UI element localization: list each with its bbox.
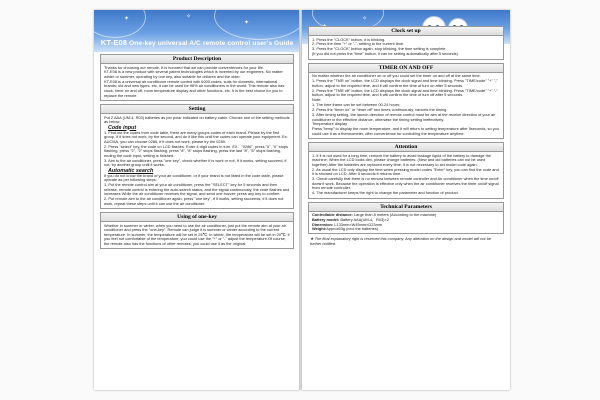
left-content bbox=[100, 54, 294, 252]
one-key-section bbox=[100, 212, 294, 249]
paragraph: 3. After timing setting, the launch direction of remote control must be aim at the receive direction of your air conditioner in the effective distance, otherwise the timing setting ineffectively. bbox=[312, 111, 496, 122]
setting-section bbox=[100, 104, 294, 209]
paragraph: 2. As usual the LCD only display the time when pressing model codes "Enter" key, you can find the code and it is showed on LCD. After 5 seconds it returns time. bbox=[312, 166, 499, 177]
paragraph: If you do not know the brand of your air conditioner, or if your brand is not listed in the code table, please operate as per following steps: bbox=[104, 172, 284, 183]
paragraph: KT-E08 is a new product with several patent technologies which is invented by our engineers. No matter winter or summer, operating by one key, also suitable for children and the older. bbox=[104, 69, 283, 79]
section-title: TIMER ON AND OFF bbox=[309, 64, 503, 73]
booklet-spread bbox=[94, 10, 510, 390]
star-icon: ✦ bbox=[124, 16, 130, 22]
tech-row-dimension: Dimension: L133mm×W45mm×D23mm bbox=[312, 221, 383, 227]
right-page bbox=[302, 10, 510, 390]
star-icon: ✧ bbox=[186, 14, 192, 20]
paragraph: 2. Press the time "+" or "-", setting to the current time. bbox=[312, 41, 405, 47]
paragraph: 1. The time frame can be set between 00-24 hours; bbox=[312, 102, 401, 108]
footnote: ★ The final explanatory right is reserved this company. Any alteration on the design and model will not be further notified. bbox=[310, 236, 492, 246]
paragraph: Whether in summer or winter, when you need to use the air conditioner, just put the remote aim at your air conditioner and press the "one-key". Remote can judge it is summer or winter according to the current temperature. In summer, the temperature will be set in 26℃. In winter, the temperature will be set in 20℃. If you feel not comfortable of the temperature, you could use the "+" or "-" adjust the temperature.Of course, the remote also has the functions of other remotes; you could use it as the original. bbox=[104, 222, 290, 247]
clock-section bbox=[308, 26, 504, 60]
timer-section bbox=[308, 63, 504, 140]
paragraph: 1. Press the "CLOCK" button, it is blinking. bbox=[312, 36, 386, 42]
paragraph: Press "temp" to display the room temperature, and it will return to setting temperature after 5seconds, so you could use it as a thermometer, offer convenience for controlling the temperature anytime. bbox=[312, 126, 500, 136]
product-section bbox=[100, 54, 294, 101]
decor-swirl bbox=[214, 10, 300, 40]
paragraph: 2. Put remote aim to the air conditioner again, press "one key", if it works, setting succeeds, if it does not work, repeat these steps until it can use the air conditioner. bbox=[104, 196, 284, 206]
star-icon: ✧ bbox=[362, 16, 368, 22]
paragraph: (If you did not press the "time" button, it can be setting automatically after 5 seconds) bbox=[312, 51, 458, 57]
section-title: Technical Parameters bbox=[309, 203, 503, 212]
paragraph: 2. Press the "TMR off" button, the LCD displays the clock signal and time blinking. Press "TIME/code" "+" "-" button, adjust to the required time, and it will confirm the time of turn off after 5 seconds. bbox=[312, 87, 498, 98]
star-icon: ✦ bbox=[244, 20, 250, 26]
paragraph: Put 2 AAA (UM-4, R03) batteries as per polar indicated on battery cabin. Choose one of the setting methods as below. bbox=[104, 114, 290, 125]
section-title: Setting bbox=[101, 105, 293, 114]
paragraph: Temperature display bbox=[312, 121, 348, 127]
tech-row-battery: Battery model: Battery AAA(UM-4，R03)×2 bbox=[312, 216, 389, 222]
paragraph: 1. Press the "TMR on" button, the LCD displays the clock signal and time blinking. Press "TIME/code" "+" "-" button, adjust to the required time, and it will confirm the time of turn on after 5 seconds. bbox=[312, 78, 498, 88]
section-title: Clock set up bbox=[309, 27, 503, 36]
subheading-auto-search: Automatic search bbox=[108, 167, 154, 174]
section-title: Using of one-key bbox=[101, 213, 293, 222]
paragraph: 2. Press "select" key, the code on LCD flashes. Enter 4 digit codes in turn. EX："0286", press "0", "0" stops flashing, press "2", "2" stops flashing, press "8", "8" stops flashing, press the last "8", "8" stops flashing, ending the code input, setting is finished. bbox=[104, 143, 288, 158]
left-page bbox=[94, 10, 300, 390]
paragraph: 3. Check carefully that there is no remora between remote controller and Air conditioner when the time on/off doesn't work. Because the operation is effective only when the air conditioner receives the timer on/off signal from remote controller. bbox=[312, 176, 499, 191]
decor-swirl bbox=[94, 10, 146, 38]
paragraph: 4. The manufacturer keeps the right to change the parameter and function of product. bbox=[312, 190, 459, 196]
paragraph: No matter whether the air conditioner on or off you could set the timer on and off at the same time. bbox=[312, 73, 481, 79]
paragraph: 3. Aim to the air conditioner, press "one key", check whether it is work or not, If it works, setting succeed, if not, try another group until it works. bbox=[104, 157, 287, 168]
left-header-banner bbox=[94, 10, 300, 52]
attention-section bbox=[308, 142, 504, 198]
paragraph: Note: bbox=[312, 97, 322, 103]
technical-parameters-section bbox=[308, 202, 504, 234]
subheading-code-input: Code input bbox=[108, 124, 137, 131]
section-title: Attention bbox=[309, 143, 503, 152]
right-content bbox=[308, 26, 504, 246]
tech-row-distance: Controllable distance: Large than 8 meters (According to the machine) bbox=[312, 212, 437, 218]
section-title: Product Description bbox=[101, 55, 293, 64]
paragraph: KT-E08 is a universal air conditioner remote control with 6000 codes, suits for domestic, international brands; old and new types, etc, it can be used for 98% air conditioners in the world. This remote also has clock, timer on and off, room temperature display and other functions, etc. It is the best choice for you to replace the remote. bbox=[104, 78, 285, 98]
tech-row-weight: Weight:Approx53g (excl the batteries) bbox=[312, 226, 379, 232]
paragraph: Thanks for choosing our remote, It is honored that we can provide convenfences for your life. bbox=[104, 64, 264, 70]
paragraph: 2. Press the "timer on" or "timer off" two times continuously, cancels the timing. bbox=[312, 107, 448, 113]
paragraph: 1. Find out the codes from code table, there are many groups codes of each brand. Please try the first group, if it does not work, try the second, and do it like this until the codes can operate your equipment. Ex: AUCMA, you can choose 0286, if it does not work, please try the 0289. bbox=[104, 129, 288, 144]
guide-title: KT-E08 One-key universal A/C remote control user's Guide bbox=[100, 38, 294, 47]
paragraph: 3. Press the "CLOCK" button again, stop blinking, the time setting is complete. bbox=[312, 46, 447, 52]
paragraph: 1. Put the remote control aim at your air conditioner, press the "SELECT" key for 5 seconds and then release, remote control is entering the auto-search status, and the signal continuously, the code flashes and increases While the air conditioner receives the signal, and send one buzzer, press any key to confirm. bbox=[104, 182, 290, 197]
paragraph: 1. If it is not used for a long time, remove the battery to avoid leakage liquid of the battery to damage the machine; When the LCD looks dim, please change batteries. (New and old batteries can not be used together) After the batteries are replaced every time, it is not necessary to set model code again. bbox=[312, 152, 492, 167]
